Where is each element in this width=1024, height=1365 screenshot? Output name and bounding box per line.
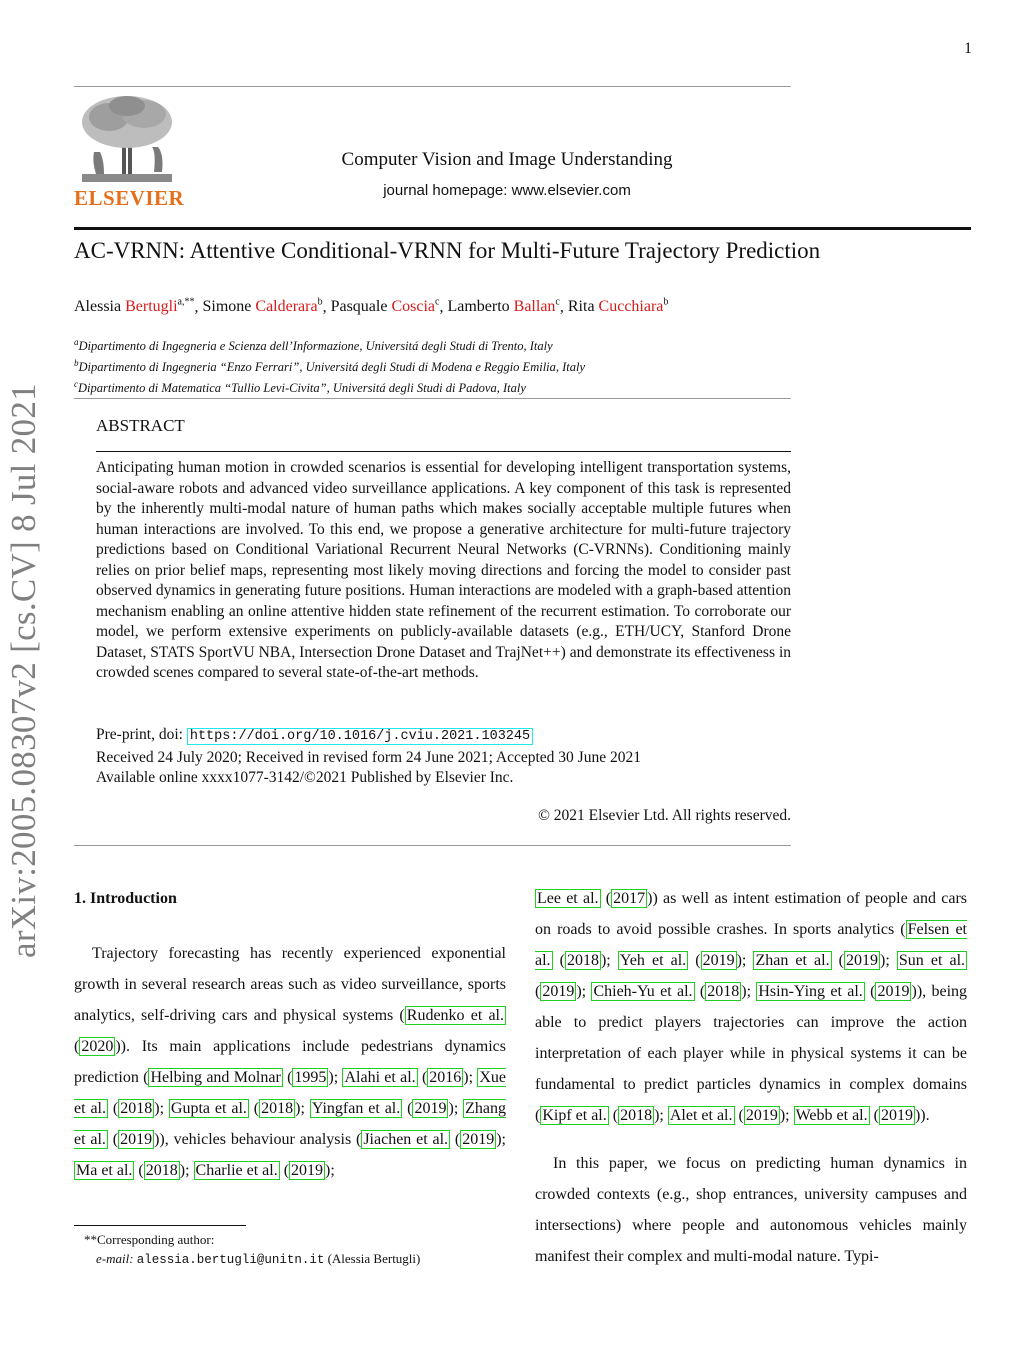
doi-link[interactable]: https://doi.org/10.1016/j.cviu.2021.103245 — [187, 728, 533, 745]
citation-link[interactable]: Jiachen et al. — [363, 1131, 449, 1148]
author: Rita Cucchiara$^b$ — [567, 297, 669, 316]
journal-homepage: journal homepage: www.elsevier.com — [383, 182, 631, 199]
author: Alessia Bertugli$^{a,**}$ — [74, 297, 195, 316]
intro-paragraph-3: In this paper, we focus on predicting human dynamics in crowded contexts (e.g., shop entrances, university campuses and intersections) where people and autonomous vehicles mainly manifest their complex and multi-modal nature. Typi- — [535, 1155, 967, 1265]
abstract-text: Anticipating human motion in crowded scenarios is essential for developing intelligent transportation systems, social-aware robots and advanced video surveillance applications. A key component of this task is represented by the inherently multi-modal nature of human paths which makes socially acceptable multiple futures when human interactions are involved. To this end, we propose a generative architecture for multi-future trajectory predictions based on Conditional Variational Recurrent Neural Networks (C-VRNNs). Conditioning mainly relies on prior belief maps, representing most likely moving directions and forcing the model to consider past observed dynamics in generating future positions. Human interactions are modeled with a graph-based attention mechanism enabling an online attentive hidden state refinement of the recurrent estimation. To corroborate our model, we perform extensive experiments on publicly-available datasets (e.g., ETH/UCY, Stanford Drone Dataset, STATS SportVU NBA, Intersection Drone Dataset and TrajNet++) and demonstrate its effectiveness in crowded scenes compared to several state-of-the-art methods. — [96, 459, 791, 681]
citation-link[interactable]: 2018 — [620, 1107, 653, 1124]
citation-link[interactable]: Chieh-Yu et al. — [593, 983, 693, 1000]
citation-link[interactable]: 2018 — [566, 952, 599, 969]
citation-link[interactable]: 2019 — [462, 1131, 495, 1148]
citation-link[interactable]: Rudenko et al. — [406, 1007, 504, 1024]
available-line: Available online xxxx1077-3142/©2021 Published by Elsevier Inc. — [96, 769, 514, 786]
journal-title: Computer Vision and Image Understanding — [341, 149, 673, 170]
citation-link[interactable]: Zhang et al. — [74, 1100, 507, 1148]
publisher-name: ELSEVIER — [74, 186, 185, 210]
citation-link[interactable]: Felsen et al. — [535, 921, 967, 969]
abstract-rule-mid — [96, 451, 791, 452]
header-rule-bottom — [74, 227, 971, 230]
footnote-rule — [74, 1225, 246, 1226]
publication-info — [96, 725, 641, 789]
footnote-email-line: e-mail: alessia.bertugli@unitn.it (Alessia Bertugli) — [96, 1251, 421, 1267]
affiliation: $^c$Dipartimento di Matematica “Tullio Levi-Civita”, Universitá degli Studi di Padova, Italy — [74, 379, 526, 396]
citation-link[interactable]: Yeh et al. — [619, 952, 687, 969]
footnote — [84, 1230, 420, 1270]
received-line: Received 24 July 2020; Received in revised form 24 June 2021; Accepted 30 June 2021 — [96, 748, 641, 766]
citation-link[interactable]: 2018 — [145, 1162, 178, 1179]
citation-link[interactable]: Ma et al. — [76, 1162, 133, 1179]
citation-link[interactable]: Xue et al. — [74, 1069, 506, 1117]
header-rule-top — [74, 86, 791, 87]
author: Pasquale Coscia$^c$ — [330, 297, 440, 316]
section-heading: 1. Introduction — [74, 890, 177, 907]
abstract-rule-top — [74, 398, 791, 399]
citation-link[interactable]: 2020 — [81, 1038, 114, 1055]
citation-link[interactable]: 2019 — [120, 1131, 153, 1148]
copyright-notice: © 2021 Elsevier Ltd. All rights reserved. — [538, 807, 791, 824]
author-list: Alessia Bertugli$^{a,**}$, Simone Calderara$^b$, Pasquale Coscia$^c$, Lamberto Ballan$^c$, Rita Cucchiara$^b$ — [74, 297, 669, 316]
citation-link[interactable]: 2016 — [429, 1069, 462, 1086]
citation-link[interactable]: Gupta et al. — [170, 1100, 247, 1117]
citation-link[interactable]: 2019 — [291, 1162, 324, 1179]
left-column — [74, 883, 506, 1186]
citation-link[interactable]: Webb et al. — [795, 1107, 868, 1124]
preprint-line: Pre-print, doi: https://doi.org/10.1016/j.cviu.2021.103245 — [96, 725, 641, 748]
email-link[interactable]: alessia.bertugli@unitn.it — [136, 1253, 325, 1267]
citation-link[interactable]: 2019 — [880, 1107, 913, 1124]
citation-link[interactable]: 2019 — [414, 1100, 447, 1117]
paper-title: AC-VRNN: Attentive Conditional-VRNN for Multi-Future Trajectory Prediction — [74, 238, 821, 263]
citation-link[interactable]: Kipf et al. — [542, 1107, 607, 1124]
citation-link[interactable]: Sun et al. — [898, 952, 966, 969]
citation-link[interactable]: Alahi et al. — [344, 1069, 416, 1086]
author: Simone Calderara$^b$ — [202, 297, 323, 316]
citation-link[interactable]: 2018 — [120, 1100, 153, 1117]
author: Lamberto Ballan$^c$ — [447, 297, 560, 316]
affiliation: $^b$Dipartimento di Ingegneria “Enzo Ferrari”, Universitá degli Studi di Modena e Reggio Emilia, Italy — [74, 358, 586, 375]
intro-paragraph-1: Trajectory forecasting has recently experienced exponential growth in several research areas such as video surveillance, sports analytics, self-driving cars and physical systems ( Rudenko et al. ( 2020 )). Its main applications include pedestrians dynamics prediction ( Helbing and Molnar ( 1995 ); Alahi et al. ( 2016 ); Xue et al. ( 2018 ); Gupta et al. ( 2018 ); Yingfan et al. ( 2019 ); Zhang et al. ( 2019 )), vehicles behaviour analysis ( Jiachen et al. ( 2019 ); Ma et al. ( 2018 ); Charlie et al. ( 2019 ); — [74, 945, 507, 1179]
citation-link[interactable]: Charlie et al. — [195, 1162, 278, 1179]
citation-link[interactable]: 2019 — [877, 983, 910, 1000]
abstract-heading: ABSTRACT — [96, 416, 185, 435]
citation-link[interactable]: Alet et al. — [669, 1107, 733, 1124]
affiliation: $^a$Dipartimento di Ingegneria e Scienza dell’Informazione, Universitá degli Studi di Trento, Italy — [74, 337, 553, 354]
page-number: 1 — [964, 40, 972, 57]
affiliation-list — [74, 334, 585, 397]
footnote-label: **Corresponding author: — [84, 1232, 215, 1247]
right-column — [535, 883, 967, 1272]
citation-link[interactable]: Helbing and Molnar — [150, 1069, 281, 1086]
arxiv-stamp: arXiv:2005.08307v2 [cs.CV] 8 Jul 2021 — [4, 383, 43, 958]
citation-link[interactable]: 2018 — [261, 1100, 294, 1117]
citation-link[interactable]: 2019 — [846, 952, 878, 969]
citation-link[interactable]: 2018 — [707, 983, 740, 1000]
citation-link[interactable]: 2019 — [702, 952, 735, 969]
citation-link[interactable]: 1995 — [294, 1069, 327, 1086]
abstract-rule-bottom — [74, 845, 791, 846]
citation-link[interactable]: 2017 — [613, 890, 646, 907]
citation-link[interactable]: 2019 — [542, 983, 575, 1000]
citation-link[interactable]: Zhan et al. — [755, 952, 830, 969]
intro-paragraph-2: Lee et al. ( 2017 )) as well as intent estimation of people and cars on roads to avoid possible crashes. In sports analytics ( Felsen et al. ( 2018 ); Yeh et al. ( 2019 ); Zhan et al. ( 2019 ); Sun et al. ( 2019 ); Chieh-Yu et al. ( 2018 ); Hsin-Ying et al. ( 2019 )), being able to predict players trajectories can improve the action interpretation of each player while in physical systems it can be fundamental to predict particles dynamics in complex domains ( Kipf et al. ( 2018 ); Alet et al. ( 2019 ); Webb et al. ( 2019 )). — [535, 890, 968, 1124]
citation-link[interactable]: 2019 — [745, 1107, 778, 1124]
citation-link[interactable]: Hsin-Ying et al. — [758, 983, 863, 1000]
citation-link[interactable]: Yingfan et al. — [311, 1100, 401, 1117]
citation-link[interactable]: Lee et al. — [537, 890, 599, 907]
